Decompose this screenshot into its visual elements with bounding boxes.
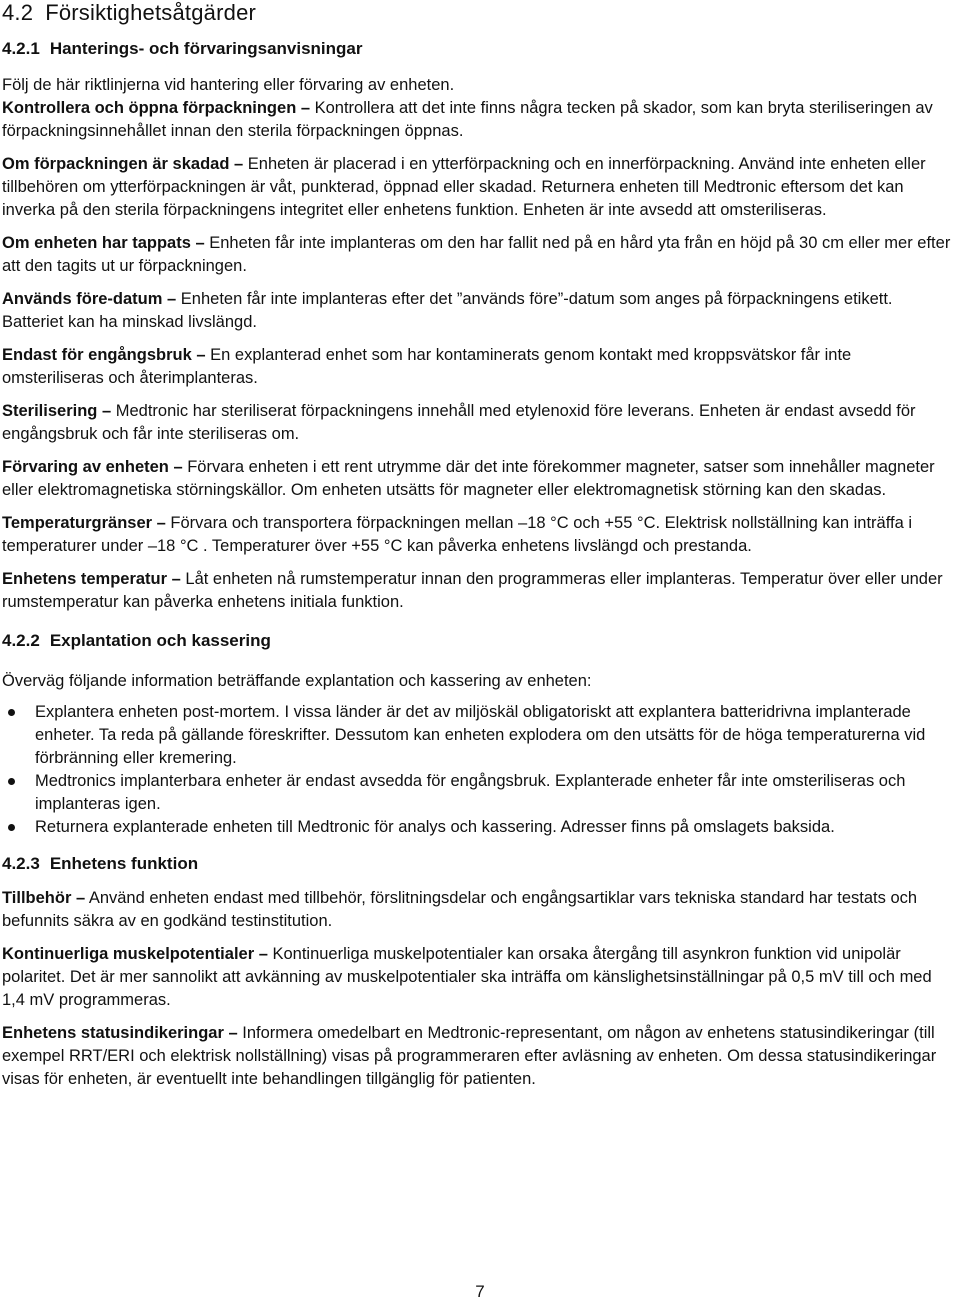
term: Om enheten har tappats – <box>2 234 205 252</box>
term: Används före-datum – <box>2 290 177 308</box>
subsection-number: 4.2.2 <box>2 631 40 650</box>
list-item-text: Medtronics implanterbara enheter är endast avsedda för engångsbruk. Explanterade enheter får inte omsteriliseras och implanteras igen. <box>35 772 906 813</box>
bullet-icon <box>8 709 15 716</box>
section-number: 4.2 <box>2 0 34 25</box>
term: Temperaturgränser – <box>2 514 166 532</box>
handling-intro: Följ de här riktlinjerna vid hantering eller förvaring av enheten. <box>2 76 455 94</box>
bullet-icon <box>8 778 15 785</box>
paragraph-dropped-device <box>2 232 957 278</box>
term: Förvaring av enheten – <box>2 458 183 476</box>
description: Enheten är placerad i en ytterförpackning och en innerförpackning. Använd inte enheten eller tillbehören om ytterförpackningen är våt, punkterad, öppnad eller skadad. Returnera enheten till Medtronic eftersom det kan inverka på den sterila förpackningens integritet eller enhetens funktion. Enheten är inte avsedd att omsteriliseras. <box>2 155 926 219</box>
paragraph-inspect-package <box>2 97 957 143</box>
paragraph-muscle-potentials <box>2 943 957 1012</box>
description: Låt enheten nå rumstemperatur innan den programmeras eller implanteras. Temperatur över eller under rumstemperatur kan påverka enhetens initiala funktion. <box>2 570 943 611</box>
term: Enhetens statusindikeringar – <box>2 1024 238 1042</box>
paragraph-accessories <box>2 887 957 933</box>
term: Kontinuerliga muskelpotentialer – <box>2 945 268 963</box>
term: Tillbehör – <box>2 889 86 907</box>
subsection-heading-explant <box>2 630 957 652</box>
paragraph-temperature-limits <box>2 512 957 558</box>
subsection-title: Hanterings- och förvaringsanvisningar <box>49 39 363 58</box>
list-item-text: Explantera enheten post-mortem. I vissa länder är det av miljöskäl obligatoriskt att explantera batteridrivna implanterade enheter. Ta reda på gällande föreskrifter. Dessutom kan enheten explodera om den utsätts för de höga temperaturerna vid förbränning eller kremering. <box>35 703 926 767</box>
paragraph-single-use <box>2 344 957 390</box>
page-number: 7 <box>475 1282 485 1301</box>
term: Endast för engångsbruk – <box>2 346 206 364</box>
term: Om förpackningen är skadad – <box>2 155 244 173</box>
term: Sterilisering – <box>2 402 112 420</box>
subsection-heading-handling <box>2 38 957 60</box>
term: Enhetens temperatur – <box>2 570 181 588</box>
section-title: Försiktighetsåtgärder <box>45 0 257 25</box>
list-item <box>2 701 957 770</box>
explant-bullet-list <box>2 701 957 839</box>
list-item <box>2 770 957 816</box>
subsection-number: 4.2.3 <box>2 854 40 873</box>
description: Informera omedelbart en Medtronic-representant, om någon av enhetens statusindikeringar (till exempel RRT/ERI och elektrisk nollställning) visas på programmeraren efter avläsning av enheten. Om dessa statusindikeringar visas för enheten, är eventuellt inte behandlingen tillgänglig för patienten. <box>2 1024 937 1088</box>
paragraph-use-before-date <box>2 288 957 334</box>
description: Enheten får inte implanteras om den har fallit ned på en hård yta från en höjd på 30 cm eller mer efter att den tagits ut ur förpackningen. <box>2 234 951 275</box>
subsection-title: Explantation och kassering <box>49 631 271 650</box>
description: Kontinuerliga muskelpotentialer kan orsaka återgång till asynkron funktion vid unipolär polaritet. Det är mer sannolikt att avkänning av muskelpotentialer ska inträffa om känslighetsinställningar på 0,5 mV till och med 1,4 mV programmeras. <box>2 945 932 1009</box>
explant-intro: Överväg följande information beträffande explantation och kassering av enheten: <box>2 672 592 690</box>
paragraph-status-indicators <box>2 1022 957 1091</box>
paragraph-damaged-package <box>2 153 957 222</box>
paragraph-sterilization <box>2 400 957 446</box>
subsection-heading-function <box>2 853 957 875</box>
bullet-icon <box>8 824 15 831</box>
description: Förvara enheten i ett rent utrymme där det inte förekommer magneter, satser som innehåller magneter eller elektromagnetiska störningskällor. Om enheten utsätts för magneter eller elektromagnetisk störning kan den skadas. <box>2 458 935 499</box>
description: Kontrollera att det inte finns några tecken på skador, som kan bryta steriliseringen av förpackningsinnehållet innan den sterila förpackningen öppnas. <box>2 99 933 140</box>
subsection-title: Enhetens funktion <box>49 854 199 873</box>
paragraph-device-storage <box>2 456 957 502</box>
description: Använd enheten endast med tillbehör, förslitningsdelar och engångsartiklar vars tekniska standard har testats och befunnits säkra av en godkänd testinstitution. <box>2 889 918 930</box>
subsection-number: 4.2.1 <box>2 39 40 58</box>
list-item-text: Returnera explanterade enheten till Medtronic för analys och kassering. Adresser finns på omslagets baksida. <box>35 818 835 836</box>
description: Medtronic har steriliserat förpackningens innehåll med etylenoxid före leverans. Enheten är endast avsedd för engångsbruk och får inte steriliseras om. <box>2 402 916 443</box>
description: Förvara och transportera förpackningen mellan –18 °C och +55 °C. Elektrisk nollställning kan inträffa i temperaturer under –18 °C . Temperaturer över +55 °C kan påverka enhetens livslängd och prestanda. <box>2 514 912 555</box>
term: Kontrollera och öppna förpackningen – <box>2 99 311 117</box>
description: En explanterad enhet som har kontaminerats genom kontakt med kroppsvätskor får inte omsteriliseras och återimplanteras. <box>2 346 852 387</box>
list-item <box>2 816 957 839</box>
section-heading <box>2 0 957 26</box>
paragraph-device-temperature <box>2 568 957 614</box>
description: Enheten får inte implanteras efter det ”används före”-datum som anges på förpackningens etikett. Batteriet kan ha minskad livslängd. <box>2 290 893 331</box>
